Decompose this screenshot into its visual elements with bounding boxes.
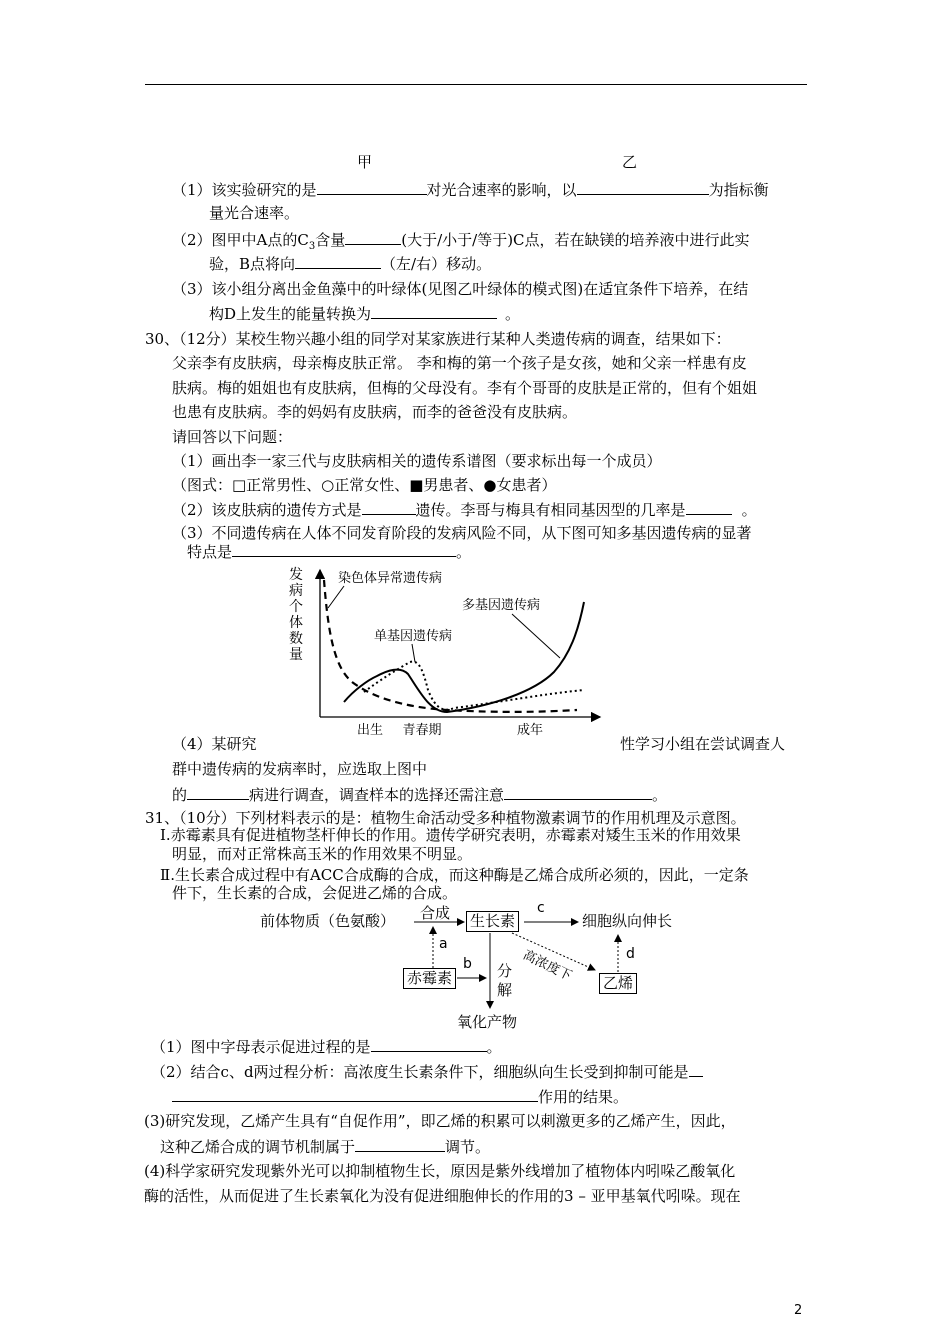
x-tick-label: 青春期 xyxy=(402,723,442,738)
q29-part2-line2: 验，B点将向 （左/右）移动。 xyxy=(209,255,492,273)
auxin-box: 生长素 xyxy=(466,911,519,932)
answer-blank[interactable] xyxy=(295,253,381,269)
q31-part2-line2: 作用的结果。 xyxy=(172,1086,628,1107)
q30-legend: （图式：□正常男性、○正常女性、■男患者、●女患者） xyxy=(172,476,557,494)
q29-part2-line1: （2）图甲中A点的$C_3$含量 (大于/小于/等于)C点，若在缺镁的培养液中进行此实 xyxy=(172,231,750,252)
label-a: a xyxy=(439,936,448,952)
synthesis-label: 合成 xyxy=(420,904,451,922)
q30-part4-line1-left: （4）某研究 xyxy=(172,735,257,753)
diagram-arrows xyxy=(250,895,700,1025)
series-leader-2 xyxy=(412,644,415,662)
y-axis-label-char: 数 xyxy=(289,631,303,647)
series-label-1: 染色体异常遗传病 xyxy=(338,571,443,586)
answer-blank[interactable] xyxy=(686,499,732,515)
answer-blank[interactable] xyxy=(172,1086,538,1102)
series-leader-3 xyxy=(512,614,560,658)
figure-label-jia: 甲 xyxy=(357,153,373,171)
label-c: c xyxy=(537,900,545,916)
answer-blank[interactable] xyxy=(577,179,709,195)
label-d: d xyxy=(626,946,635,962)
q30-text: 也患有皮肤病。李的妈妈有皮肤病，而李的爸爸没有皮肤病。 xyxy=(172,403,578,421)
q30-part4-line3: 的 病进行调查，调查样本的选择还需注意 。 xyxy=(172,786,668,804)
q29-part3-line2: 构D上发生的能量转换为 。 xyxy=(209,305,521,323)
q31-material-2b: 件下，生长素的合成，会促进乙烯的合成。 xyxy=(172,884,458,902)
q31-heading: 31、（10分）下列材料表示的是：植物生命活动受多种植物激素调节的作用机理及示意图。 xyxy=(145,809,746,827)
page-number: 2 xyxy=(794,1303,803,1318)
answer-blank[interactable] xyxy=(371,303,497,319)
decompose-label-1: 分 xyxy=(497,962,513,980)
q30-part1: （1）画出李一家三代与皮肤病相关的遗传系谱图（要求标出每一个成员） xyxy=(172,452,662,470)
y-axis-label-char: 病 xyxy=(289,583,303,599)
q29-part1-line2: 量光合速率。 xyxy=(209,204,300,222)
x-tick-label: 成年 xyxy=(516,723,544,738)
x-tick-label: 出生 xyxy=(356,723,384,738)
q31-part1: （1）图中字母表示促进过程的是 。 xyxy=(151,1038,502,1056)
oxidation-product-label: 氧化产物 xyxy=(457,1013,518,1031)
q31-part2-line1: （2）结合c、d两过程分析：高浓度生长素条件下，细胞纵向生长受到抑制可能是 xyxy=(151,1061,703,1082)
arrow-high-concentration xyxy=(512,933,595,970)
answer-blank[interactable] xyxy=(689,1061,703,1077)
series-label-3: 多基因遗传病 xyxy=(462,598,541,613)
chart-series xyxy=(324,580,584,712)
answer-blank[interactable] xyxy=(187,784,249,800)
y-axis-label-char: 个 xyxy=(289,599,303,615)
q31-part4-line2: 酶的活性，从而促进了生长素氧化为没有促进细胞伸长的作用的3 – 亚甲基氧代吲哚。现在 xyxy=(144,1187,741,1205)
q30-text: 父亲李有皮肤病，母亲梅皮肤正常。 李和梅的第一个孩子是女孩，她和父亲一样患有皮 xyxy=(172,354,747,372)
q30-prompt: 请回答以下问题： xyxy=(172,428,293,446)
q30-text: 肤病。梅的姐姐也有皮肤病，但梅的父母没有。李有个哥哥的皮肤是正常的，但有个姐姐 xyxy=(172,379,758,397)
chart-axes xyxy=(320,570,600,717)
q30-part3-line2: 特点是 。 xyxy=(187,543,472,561)
cell-elongation-label: 细胞纵向伸长 xyxy=(582,912,673,930)
q31-part4-line1: (4)科学家研究发现紫外光可以抑制植物生长，原因是紫外线增加了植物体内吲哚乙酸氧化 xyxy=(144,1162,736,1180)
header-rule xyxy=(145,84,807,85)
q29-part1-line1: （1）该实验研究的是 对光合速率的影响，以 为指标衡 xyxy=(172,181,769,199)
answer-blank[interactable] xyxy=(345,229,401,245)
y-axis-label-char: 量 xyxy=(289,647,303,663)
q31-material-2: Ⅱ.生长素合成过程中有ACC合成酶的合成，而这种酶是乙烯合成所必须的，因此，一定条 xyxy=(160,866,749,884)
q30-heading: 30、（12分）某校生物兴趣小组的同学对某家族进行某种人类遗传病的调查，结果如下： xyxy=(145,330,731,348)
disease-incidence-chart xyxy=(272,562,632,742)
q31-material-1b: 明显，而对正常株高玉米的作用效果不明显。 xyxy=(172,845,473,863)
label-b: b xyxy=(463,956,472,972)
answer-blank[interactable] xyxy=(371,1036,487,1052)
y-axis-label-char: 体 xyxy=(289,615,303,631)
answer-blank[interactable] xyxy=(232,541,456,557)
series-line-3 xyxy=(344,602,584,712)
q30-part3: （3）不同遗传病在人体不同发育阶段的发病风险不同，从下图可知多基因遗传病的显著 xyxy=(172,524,752,542)
series-label-2: 单基因遗传病 xyxy=(374,629,453,644)
y-axis-label-char: 发 xyxy=(289,567,303,583)
q31-material-1: Ⅰ.赤霉素具有促进植物茎杆伸长的作用。遗传学研究表明，赤霉素对矮生玉米的作用效果 xyxy=(160,826,741,844)
q31-part3-line2: 这种乙烯合成的调节机制属于 调节。 xyxy=(160,1138,491,1156)
q31-part3-line1: (3)研究发现，乙烯产生具有“自促作用”，即乙烯的积累可以刺激更多的乙烯产生，因此， xyxy=(144,1112,736,1130)
decompose-label-2: 解 xyxy=(497,981,513,999)
ethylene-box: 乙烯 xyxy=(599,973,637,994)
precursor-label: 前体物质（色氨酸） xyxy=(260,912,396,930)
answer-blank[interactable] xyxy=(355,1136,445,1152)
answer-blank[interactable] xyxy=(504,784,652,800)
q30-part2: （2）该皮肤病的遗传方式是 遗传。李哥与梅具有相同基因型的几率是 。 xyxy=(172,501,757,519)
q30-part4-line1-right: 性学习小组在尝试调查人 xyxy=(620,735,786,753)
figure-label-yi: 乙 xyxy=(622,153,638,171)
gibberellin-box: 赤霉素 xyxy=(403,968,456,989)
q30-part4-line2: 群中遗传病的发病率时，应选取上图中 xyxy=(172,760,428,778)
high-concentration-label: 高浓度下 xyxy=(520,947,574,985)
series-leader-1 xyxy=(328,586,344,608)
answer-blank[interactable] xyxy=(362,499,416,515)
answer-blank[interactable] xyxy=(317,179,427,195)
q29-part3-line1: （3）该小组分离出金鱼藻中的叶绿体(见图乙叶绿体的模式图)在适宜条件下培养，在结 xyxy=(172,280,749,298)
